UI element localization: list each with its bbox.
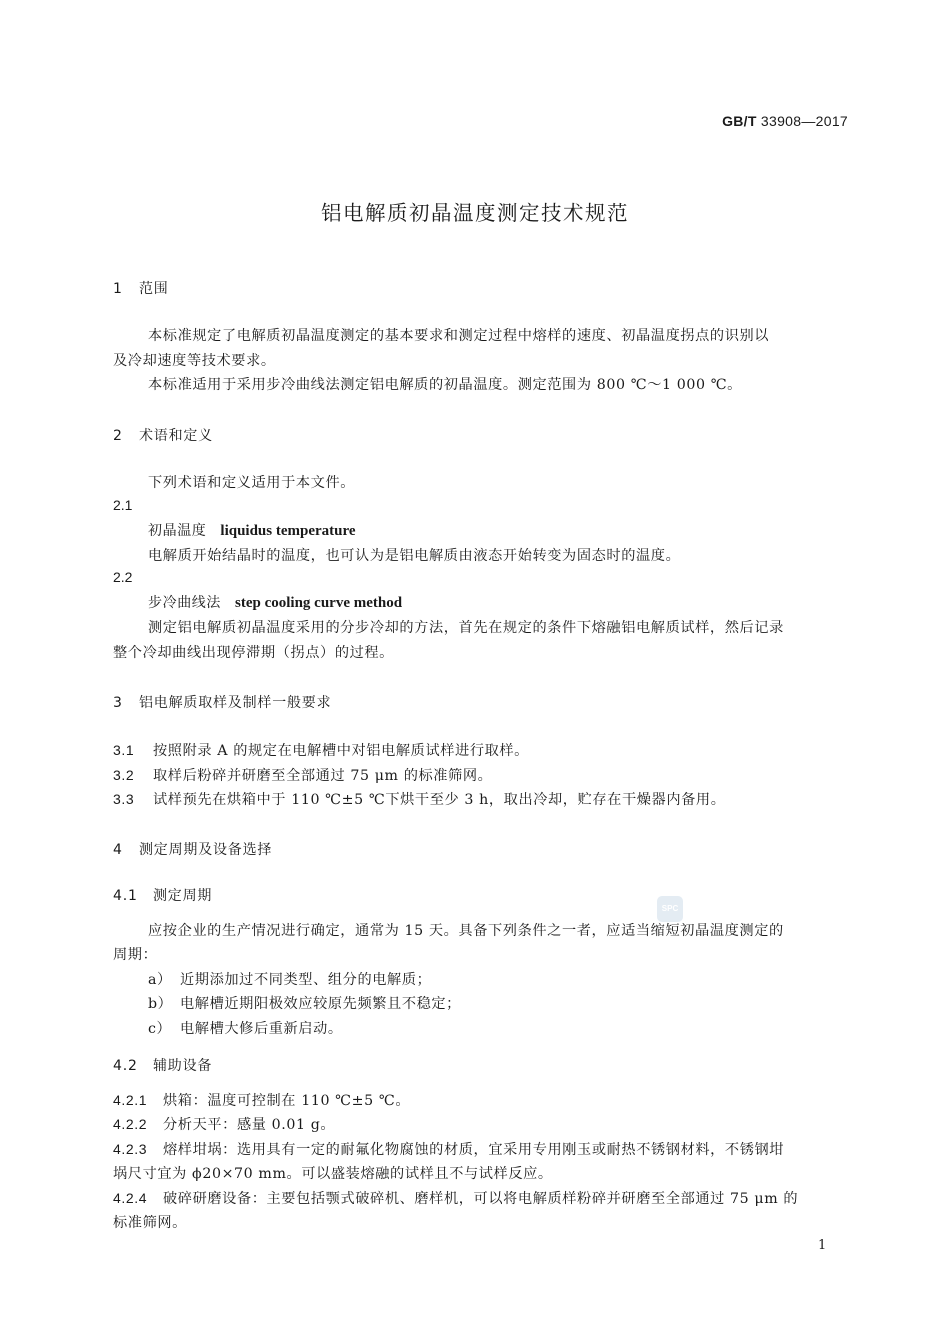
clause (113, 740, 529, 760)
term-definition: 电解质开始结晶时的温度，也可认为是铝电解质由液态开始转变为固态时的温度。 (148, 548, 681, 564)
section-number: 4 (113, 842, 123, 858)
clause-text: 破碎研磨设备：主要包括颚式破碎机、磨样机，可以将电解质样粉碎并研磨至全部通过 75 μm 的 (163, 1191, 799, 1207)
clause-text: 试样预先在烘箱中于 110 ℃±5 ℃下烘干至少 3 h，取出冷却，贮存在干燥器内备用。 (153, 792, 726, 808)
standard-code: 33908—2017 (760, 113, 848, 129)
list-item-text: 电解槽大修后重新启动。 (180, 1021, 343, 1037)
clause-number: 4.2.1 (113, 1092, 148, 1108)
term-english: liquidus temperature (220, 523, 356, 539)
standard-number (722, 113, 848, 129)
clause-number: 3.3 (113, 791, 135, 807)
clause-number: 3.2 (113, 767, 135, 783)
clause (113, 1139, 784, 1159)
list-item-text: 电解槽近期阳极效应较原先频繁且不稳定； (180, 996, 461, 1012)
paragraph: 周期： (113, 947, 158, 963)
section-2-heading (113, 425, 213, 445)
paragraph: 本标准规定了电解质初晶温度测定的基本要求和测定过程中熔样的速度、初晶温度拐点的识别以 (148, 328, 770, 344)
list-item (148, 1018, 343, 1038)
clause-number: 4.2.4 (113, 1190, 148, 1206)
clause-text: 烘箱：温度可控制在 110 ℃±5 ℃。 (163, 1093, 411, 1109)
term-number: 2.2 (113, 569, 133, 585)
subsection-4-1-heading (113, 885, 212, 905)
clause-text: 分析天平：感量 0.01 g。 (163, 1117, 336, 1133)
clause (113, 1114, 335, 1134)
term-entry (148, 592, 402, 612)
standard-prefix: GB/T (722, 113, 757, 129)
clause (113, 1090, 410, 1110)
clause-number: 4.2.2 (113, 1116, 148, 1132)
term-chinese: 步冷曲线法 (148, 595, 221, 611)
paragraph: 本标准适用于采用步冷曲线法测定铝电解质的初晶温度。测定范围为 800 ℃～1 000 ℃。 (148, 377, 742, 393)
paragraph: 及冷却速度等技术要求。 (113, 353, 276, 369)
section-number: 3 (113, 695, 123, 711)
clause-continuation: 标准筛网。 (113, 1215, 187, 1231)
clause (113, 789, 725, 809)
section-1-heading (113, 278, 169, 298)
clause-number: 3.1 (113, 742, 135, 758)
clause-text: 熔样坩埚：选用具有一定的耐氟化物腐蚀的材质，宜采用专用刚玉或耐热不锈钢材料，不锈钢坩 (163, 1142, 785, 1158)
term-english: step cooling curve method (235, 595, 403, 611)
subsection-number: 4.2 (113, 1058, 138, 1074)
section-number: 2 (113, 428, 123, 444)
list-marker: c） (148, 1021, 172, 1037)
term-entry (148, 520, 356, 540)
watermark-text: SPC (661, 904, 679, 913)
subsection-number: 4.1 (113, 888, 138, 904)
subsection-title: 辅助设备 (153, 1058, 213, 1074)
list-marker: a） (148, 972, 172, 988)
term-definition: 测定铝电解质初晶温度采用的分步冷却的方法，首先在规定的条件下熔融铝电解质试样，然后记录 (148, 620, 784, 636)
section-title: 测定周期及设备选择 (139, 842, 273, 858)
clause-text: 按照附录 A 的规定在电解槽中对铝电解质试样进行取样。 (153, 743, 529, 759)
page-number: 1 (818, 1238, 827, 1253)
clause-text: 取样后粉碎并研磨至全部通过 75 μm 的标准筛网。 (153, 768, 493, 784)
section-3-heading (113, 692, 331, 712)
document-title: 铝电解质初晶温度测定技术规范 (321, 201, 629, 225)
paragraph: 下列术语和定义适用于本文件。 (148, 475, 356, 491)
clause-number: 4.2.3 (113, 1141, 148, 1157)
paragraph: 应按企业的生产情况进行确定，通常为 15 天。具备下列条件之一者，应适当缩短初晶温度测定的 (148, 923, 784, 939)
clause (113, 765, 492, 785)
section-title: 铝电解质取样及制样一般要求 (139, 695, 332, 711)
subsection-title: 测定周期 (153, 888, 213, 904)
list-item (148, 969, 431, 989)
term-definition: 整个冷却曲线出现停滞期（拐点）的过程。 (113, 645, 394, 661)
term-number: 2.1 (113, 497, 133, 513)
term-chinese: 初晶温度 (148, 523, 207, 539)
section-title: 术语和定义 (139, 428, 213, 444)
section-title: 范围 (139, 281, 169, 297)
list-item-text: 近期添加过不同类型、组分的电解质； (180, 972, 432, 988)
watermark-logo (657, 896, 683, 922)
list-marker: b） (148, 996, 173, 1012)
section-number: 1 (113, 281, 123, 297)
list-item (148, 993, 461, 1013)
section-4-heading (113, 839, 272, 859)
subsection-4-2-heading (113, 1055, 212, 1075)
clause (113, 1188, 798, 1208)
clause-continuation: 埚尺寸宜为 ϕ20×70 mm。可以盛装熔融的试样且不与试样反应。 (113, 1166, 553, 1182)
